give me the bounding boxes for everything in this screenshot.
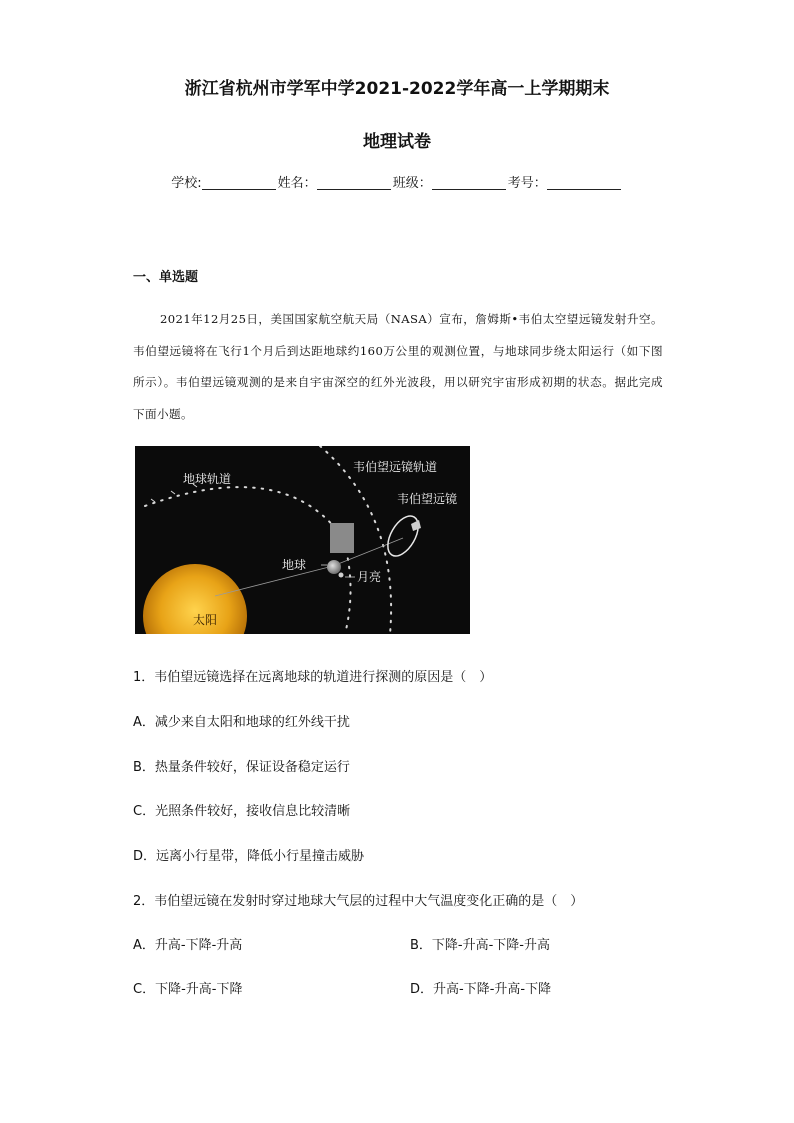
orbit-diagram [135,446,470,634]
exam-number-label: 考号： [507,176,547,191]
earth-orbit-arrows [151,484,197,502]
question-1-option-d[interactable]: D．远离小行星带，降低小行星撞击威胁 [133,849,365,864]
class-blank[interactable] [432,175,506,190]
school-blank[interactable] [202,175,276,190]
moon-shape [339,573,344,578]
question-2-option-c[interactable]: C．下降-升高-下降 [133,982,243,997]
question-1-option-c[interactable]: C．光照条件较好，接收信息比较清晰 [133,804,351,819]
section-title: 一、单选题 [133,270,199,285]
class-label: 班级： [392,176,432,191]
question-2-stem: 2．韦伯望远镜在发射时穿过地球大气层的过程中大气温度变化正确的是（ ） [133,894,584,909]
moon-label: 月亮 [357,570,382,584]
webb-telescope-icon [411,520,421,531]
student-info-line [0,172,794,191]
webb-halo-orbit [382,511,425,561]
question-2-option-d[interactable]: D．升高-下降-升高-下降 [410,982,552,997]
l2-region-box [330,523,354,553]
earth-label: 地球 [282,558,307,572]
question-2-option-a[interactable]: A．升高-下降-升高 [133,938,243,953]
name-label: 姓名： [277,176,317,191]
sun-label: 太阳 [193,613,218,627]
exam-number-blank[interactable] [547,175,621,190]
webb-label: 韦伯望远镜 [397,492,458,506]
earth-shape [327,560,341,574]
exam-title-line2: 地理试卷 [363,132,431,152]
earth-orbit-label: 地球轨道 [183,472,232,486]
question-1-option-b[interactable]: B．热量条件较好，保证设备稳定运行 [133,760,350,775]
name-blank[interactable] [317,175,391,190]
question-2-option-b[interactable]: B．下降-升高-下降-升高 [410,938,550,953]
question-1-stem: 1．韦伯望远镜选择在远离地球的轨道进行探测的原因是（ ） [133,670,493,685]
orbit-figure [135,446,470,634]
question-1-option-a[interactable]: A．减少来自太阳和地球的红外线干扰 [133,715,350,730]
reading-passage: 2021年12月25日，美国国家航空航天局（NASA）宣布，詹姆斯•韦伯太空望远镜发射升空。韦伯望远镜将在飞行1个月后到达距地球约160万公里的观测位置，与地球同步绕太阳运行（如下图所示）。韦伯望远镜观测的是来自宇宙深空的红外光波段，用以研究宇宙形成初期的状态。据此完成下面小题。 [133,312,663,421]
webb-orbit-label: 韦伯望远镜轨道 [353,460,438,474]
exam-title-line1: 浙江省杭州市学军中学2021-2022学年高一上学期期末 [184,79,610,99]
school-label: 学校: [171,176,202,191]
